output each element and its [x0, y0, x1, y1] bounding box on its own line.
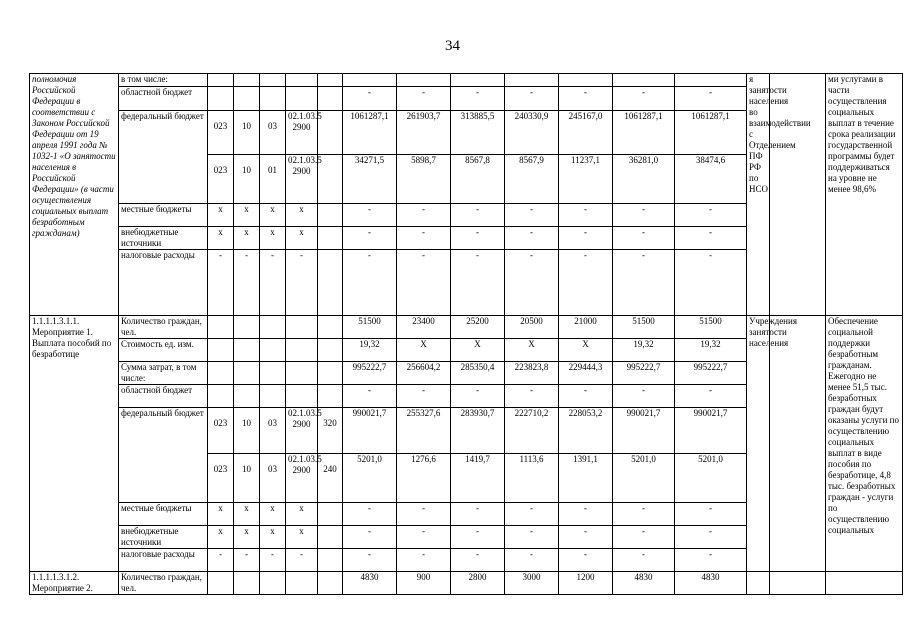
row-label: местные бюджеты — [119, 503, 208, 526]
value-cell: - — [397, 87, 451, 111]
value-cell: - — [343, 526, 397, 549]
code-vr — [318, 227, 343, 250]
code-rz: 10 — [234, 454, 260, 503]
code-csr: 02.1.03.5 2900 — [286, 454, 318, 503]
code-rz: х — [234, 227, 260, 250]
value-cell: - — [451, 549, 505, 572]
code-rz: х — [234, 204, 260, 227]
value-cell: - — [613, 250, 675, 316]
value-cell: - — [675, 250, 747, 316]
value-cell: Х — [451, 339, 505, 362]
value-cell: 34271,5 — [343, 155, 397, 204]
code-rz — [234, 74, 260, 87]
code-rz: - — [234, 250, 260, 316]
row-label: налоговые расходы — [119, 549, 208, 572]
code-vr — [318, 316, 343, 339]
measure-code: 1.1.1.1.3.1.1. — [32, 316, 80, 326]
code-grbs: 023 — [208, 111, 234, 155]
table-row — [30, 572, 903, 595]
value-cell: 1391,1 — [559, 454, 613, 503]
value-cell — [451, 74, 505, 87]
value-cell: - — [451, 227, 505, 250]
value-cell: 4830 — [613, 572, 675, 595]
value-cell: - — [397, 204, 451, 227]
row-label: Количество граждан, чел. — [119, 316, 208, 339]
code-rz — [234, 339, 260, 362]
code-pr: - — [260, 250, 286, 316]
code-csr — [286, 87, 318, 111]
code-vr — [318, 503, 343, 526]
value-cell: 228053,2 — [559, 408, 613, 454]
code-vr — [318, 549, 343, 572]
row-label: в том числе: — [119, 74, 208, 87]
value-cell: 8567,9 — [505, 155, 559, 204]
table-row — [30, 316, 903, 339]
value-cell: - — [559, 87, 613, 111]
value-cell: 261903,7 — [397, 111, 451, 155]
code-pr: 03 — [260, 111, 286, 155]
value-cell: - — [505, 385, 559, 408]
code-csr: х — [286, 526, 318, 549]
value-cell: 19,32 — [343, 339, 397, 362]
code-csr — [286, 572, 318, 595]
row-label: местные бюджеты — [119, 204, 208, 227]
executor-empty — [747, 572, 770, 595]
value-cell: 4830 — [675, 572, 747, 595]
value-cell: - — [397, 549, 451, 572]
value-cell: - — [675, 526, 747, 549]
code-pr — [260, 362, 286, 385]
code-grbs: 023 — [208, 454, 234, 503]
code-csr: х — [286, 503, 318, 526]
blank-cell — [770, 74, 826, 316]
value-cell: - — [343, 227, 397, 250]
value-cell: 990021,7 — [343, 408, 397, 454]
value-cell: - — [675, 204, 747, 227]
value-cell: - — [613, 503, 675, 526]
code-pr: - — [260, 549, 286, 572]
value-cell: - — [505, 549, 559, 572]
code-pr — [260, 339, 286, 362]
code-grbs: х — [208, 227, 234, 250]
value-cell: 23400 — [397, 316, 451, 339]
value-cell: - — [613, 385, 675, 408]
value-cell: Х — [559, 339, 613, 362]
value-cell: 38474,6 — [675, 155, 747, 204]
code-pr: х — [260, 227, 286, 250]
code-grbs — [208, 362, 234, 385]
value-cell: - — [559, 549, 613, 572]
value-cell: 990021,7 — [613, 408, 675, 454]
code-pr — [260, 87, 286, 111]
code-rz — [234, 316, 260, 339]
value-cell: 1200 — [559, 572, 613, 595]
blank-cell — [770, 572, 826, 595]
value-cell: 283930,7 — [451, 408, 505, 454]
measure-cell — [30, 572, 119, 595]
value-cell: 1276,6 — [397, 454, 451, 503]
code-rz: х — [234, 503, 260, 526]
value-cell: - — [613, 227, 675, 250]
code-vr — [318, 362, 343, 385]
value-cell — [559, 74, 613, 87]
value-cell — [343, 74, 397, 87]
code-csr: - — [286, 250, 318, 316]
code-rz: х — [234, 526, 260, 549]
value-cell — [397, 74, 451, 87]
program-table — [29, 73, 903, 595]
code-grbs: 023 — [208, 408, 234, 454]
code-grbs — [208, 572, 234, 595]
code-csr: - — [286, 549, 318, 572]
value-cell: 5201,0 — [675, 454, 747, 503]
code-pr: х — [260, 526, 286, 549]
code-vr — [318, 250, 343, 316]
code-csr: 02.1.03.5 2900 — [286, 408, 318, 454]
value-cell: 3000 — [505, 572, 559, 595]
code-rz — [234, 385, 260, 408]
code-csr: 02.1.03.5 2900 — [286, 155, 318, 204]
code-pr: х — [260, 503, 286, 526]
measure-title: Мероприятие 1. Выплата пособий по безработице — [32, 327, 112, 359]
value-cell: - — [559, 526, 613, 549]
code-vr — [318, 204, 343, 227]
value-cell: 19,32 — [613, 339, 675, 362]
code-grbs — [208, 316, 234, 339]
blank-cell — [770, 316, 826, 572]
value-cell: 1061287,1 — [613, 111, 675, 155]
code-grbs: х — [208, 526, 234, 549]
value-cell: - — [559, 385, 613, 408]
row-label: налоговые расходы — [119, 250, 208, 316]
value-cell: - — [505, 204, 559, 227]
code-grbs: - — [208, 250, 234, 316]
code-grbs — [208, 74, 234, 87]
value-cell: - — [675, 549, 747, 572]
value-cell: 5201,0 — [613, 454, 675, 503]
code-csr: х — [286, 227, 318, 250]
value-cell: 1061287,1 — [343, 111, 397, 155]
code-pr: х — [260, 204, 286, 227]
code-rz: 10 — [234, 155, 260, 204]
value-cell: 222710,2 — [505, 408, 559, 454]
row-label: Количество граждан, чел. — [119, 572, 208, 595]
value-cell: - — [397, 227, 451, 250]
value-cell: 25200 — [451, 316, 505, 339]
value-cell: 5898,7 — [397, 155, 451, 204]
value-cell: 995222,7 — [613, 362, 675, 385]
value-cell: - — [451, 250, 505, 316]
value-cell: 255327,6 — [397, 408, 451, 454]
value-cell: - — [559, 250, 613, 316]
code-vr: 240 — [318, 454, 343, 503]
code-vr — [318, 74, 343, 87]
value-cell: - — [343, 250, 397, 316]
measure-description: полномочия Российской Федерации в соответствии с Законом Российской Федерации от 19 апреля 1991 года № 1032-1 «О занятости населения в Российской Федерации» (в части осуществления социальных выплат безработным гражданам) — [30, 74, 119, 316]
value-cell: 1061287,1 — [675, 111, 747, 155]
code-pr — [260, 385, 286, 408]
row-label: внебюджетные источники — [119, 227, 208, 250]
code-vr: 320 — [318, 408, 343, 454]
value-cell: 990021,7 — [675, 408, 747, 454]
code-csr — [286, 385, 318, 408]
executor: я занятости населения во взаимодействии с Отделением ПФ РФ по НСО — [747, 74, 770, 316]
value-cell: 995222,7 — [343, 362, 397, 385]
value-cell: Х — [505, 339, 559, 362]
code-csr — [286, 316, 318, 339]
value-cell: - — [343, 549, 397, 572]
measure-title: Мероприятие 2. — [32, 583, 93, 593]
value-cell: - — [559, 503, 613, 526]
code-grbs: 023 — [208, 155, 234, 204]
code-pr: 03 — [260, 408, 286, 454]
code-pr — [260, 74, 286, 87]
value-cell: - — [613, 549, 675, 572]
value-cell: - — [397, 503, 451, 526]
value-cell: 21000 — [559, 316, 613, 339]
value-cell: - — [505, 250, 559, 316]
code-csr: 02.1.03.5 2900 — [286, 111, 318, 155]
row-label: Сумма затрат, в том числе: — [119, 362, 208, 385]
code-vr — [318, 385, 343, 408]
code-grbs — [208, 87, 234, 111]
value-cell: - — [505, 526, 559, 549]
value-cell: - — [343, 503, 397, 526]
measure-code: 1.1.1.1.3.1.2. — [32, 572, 80, 582]
value-cell: - — [451, 526, 505, 549]
value-cell — [675, 74, 747, 87]
value-cell: 51500 — [343, 316, 397, 339]
value-cell: - — [613, 87, 675, 111]
expected-result-empty — [826, 572, 903, 595]
value-cell: - — [675, 385, 747, 408]
value-cell: - — [451, 204, 505, 227]
value-cell: - — [343, 385, 397, 408]
value-cell: 245167,0 — [559, 111, 613, 155]
value-cell: 285350,4 — [451, 362, 505, 385]
code-csr — [286, 339, 318, 362]
value-cell: - — [451, 87, 505, 111]
row-label: федеральный бюджет — [119, 111, 208, 204]
code-grbs — [208, 385, 234, 408]
value-cell: 313885,5 — [451, 111, 505, 155]
value-cell: - — [397, 250, 451, 316]
row-label: федеральный бюджет — [119, 408, 208, 503]
value-cell: - — [559, 227, 613, 250]
value-cell: - — [559, 204, 613, 227]
code-pr — [260, 316, 286, 339]
value-cell: 240330,9 — [505, 111, 559, 155]
value-cell: 5201,0 — [343, 454, 397, 503]
code-rz: 10 — [234, 408, 260, 454]
code-vr — [318, 339, 343, 362]
code-grbs: х — [208, 503, 234, 526]
value-cell: 11237,1 — [559, 155, 613, 204]
value-cell: 256604,2 — [397, 362, 451, 385]
code-rz — [234, 87, 260, 111]
value-cell: - — [613, 526, 675, 549]
value-cell: 900 — [397, 572, 451, 595]
row-label: областной бюджет — [119, 87, 208, 111]
value-cell: - — [451, 503, 505, 526]
code-grbs — [208, 339, 234, 362]
value-cell: - — [451, 385, 505, 408]
value-cell: - — [675, 503, 747, 526]
value-cell: 995222,7 — [675, 362, 747, 385]
value-cell: - — [505, 227, 559, 250]
code-rz: 10 — [234, 111, 260, 155]
code-vr — [318, 526, 343, 549]
code-rz — [234, 572, 260, 595]
code-csr: х — [286, 204, 318, 227]
code-vr — [318, 87, 343, 111]
code-rz — [234, 362, 260, 385]
value-cell: - — [397, 526, 451, 549]
value-cell: 51500 — [613, 316, 675, 339]
code-rz: - — [234, 549, 260, 572]
value-cell — [505, 74, 559, 87]
value-cell: - — [675, 227, 747, 250]
code-csr — [286, 362, 318, 385]
value-cell: 1419,7 — [451, 454, 505, 503]
code-pr: 03 — [260, 454, 286, 503]
row-label: внебюджетные источники — [119, 526, 208, 549]
value-cell: - — [343, 204, 397, 227]
value-cell: 2800 — [451, 572, 505, 595]
executor: Учреждения занятости населения — [747, 316, 770, 572]
code-pr: 01 — [260, 155, 286, 204]
value-cell: - — [675, 87, 747, 111]
value-cell: Х — [397, 339, 451, 362]
value-cell: - — [505, 87, 559, 111]
expected-result: ми услугами в части осуществления социальных выплат в течение срока реализации государственной программы будет поддерживаться на уровне не менее 98,6% — [826, 74, 903, 316]
code-grbs: х — [208, 204, 234, 227]
value-cell: - — [397, 385, 451, 408]
value-cell — [613, 74, 675, 87]
value-cell: 51500 — [675, 316, 747, 339]
value-cell: 36281,0 — [613, 155, 675, 204]
value-cell: - — [505, 503, 559, 526]
value-cell: 1113,6 — [505, 454, 559, 503]
value-cell: 223823,8 — [505, 362, 559, 385]
code-vr — [318, 572, 343, 595]
row-label: областной бюджет — [119, 385, 208, 408]
code-pr — [260, 572, 286, 595]
value-cell: 20500 — [505, 316, 559, 339]
code-csr — [286, 74, 318, 87]
value-cell: - — [343, 87, 397, 111]
measure-cell — [30, 316, 119, 572]
value-cell: 229444,3 — [559, 362, 613, 385]
value-cell: 4830 — [343, 572, 397, 595]
row-label: Стоимость ед. изм. — [119, 339, 208, 362]
code-grbs: - — [208, 549, 234, 572]
expected-result: Обеспечение социальной поддержки безработным гражданам. Ежегодно не менее 51,5 тыс. безработных граждан будут оказаны услуги по осуществлению социальных выплат в виде пособия по безработице, 4,8 тыс. безработных граждан - услуги по осуществлению социальных — [826, 316, 903, 572]
value-cell: 19,32 — [675, 339, 747, 362]
value-cell: - — [613, 204, 675, 227]
table-row — [30, 74, 903, 87]
page-number: 34 — [445, 38, 460, 54]
value-cell: 8567,8 — [451, 155, 505, 204]
